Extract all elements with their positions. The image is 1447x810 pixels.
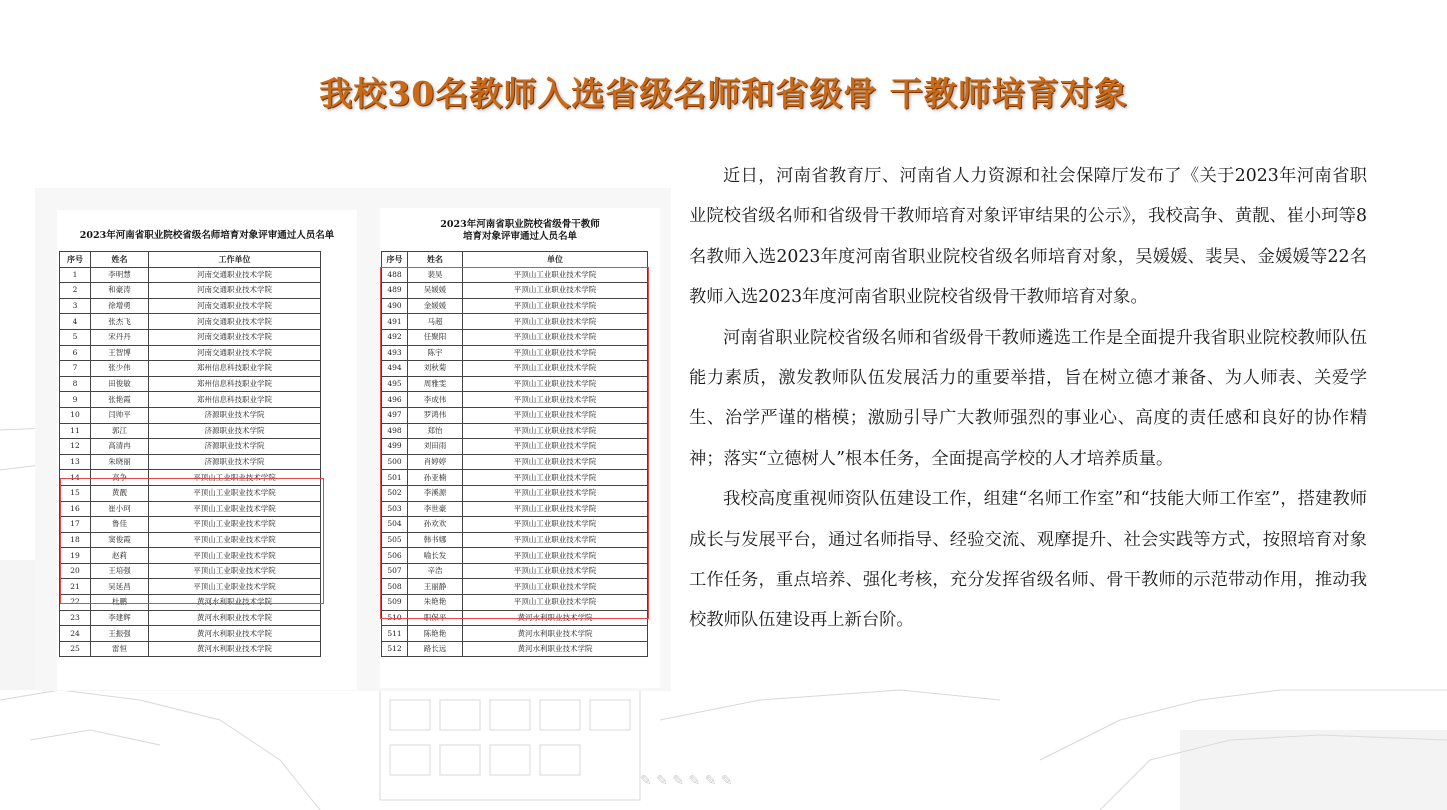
table-row	[60, 439, 321, 455]
unit-cell: 平顶山工业职业技术学院	[149, 563, 321, 579]
row-number-cell: 506	[382, 548, 408, 564]
name-cell: 闫帅平	[91, 407, 149, 423]
article-paragraph: 我校高度重视师资队伍建设工作，组建“名师工作室”和“技能大师工作室”，搭建教师成长与发展平台，通过名师指导、经验交流、观摩提升、社会实践等方式，按照培育对象工作任务，重点培养、强化考核，充分发挥省级名师、骨干教师的示范带动作用，推动我校教师队伍建设再上新台阶。	[689, 489, 1367, 631]
name-cell: 吴延昌	[91, 579, 149, 595]
highlight-box-left	[60, 478, 324, 604]
row-number-cell: 1	[60, 267, 91, 283]
unit-cell: 黄河水利职业技术学院	[149, 626, 321, 642]
unit-cell: 济源职业技术学院	[149, 454, 321, 470]
unit-cell: 平顶山工业职业技术学院	[463, 267, 648, 283]
unit-cell: 平顶山工业职业技术学院	[463, 314, 648, 330]
unit-cell: 平顶山工业职业技术学院	[463, 517, 648, 533]
unit-cell: 平顶山工业职业技术学院	[463, 345, 648, 361]
row-number-cell: 17	[60, 517, 91, 533]
unit-cell: 平顶山工业职业技术学院	[463, 501, 648, 517]
name-cell: 韩书娜	[408, 532, 463, 548]
name-cell: 张艳霞	[91, 392, 149, 408]
unit-cell: 平顶山工业职业技术学院	[463, 407, 648, 423]
name-cell: 王丽静	[408, 579, 463, 595]
column-header: 姓名	[408, 252, 463, 268]
unit-cell: 平顶山工业职业技术学院	[463, 548, 648, 564]
row-number-cell: 502	[382, 485, 408, 501]
table-row	[60, 610, 321, 626]
name-cell: 宋丹丹	[91, 329, 149, 345]
unit-cell: 平顶山工业职业技术学院	[463, 283, 648, 299]
unit-cell: 济源职业技术学院	[149, 439, 321, 455]
table-row	[382, 641, 648, 657]
name-cell: 孙亚楠	[408, 470, 463, 486]
row-number-cell: 495	[382, 376, 408, 392]
row-number-cell: 504	[382, 517, 408, 533]
unit-cell: 河南交通职业技术学院	[149, 298, 321, 314]
right-sheet-title-line1: 2023年河南省职业院校省级骨干教师	[440, 219, 600, 230]
unit-cell: 平顶山工业职业技术学院	[463, 485, 648, 501]
unit-cell: 平顶山工业职业技术学院	[463, 579, 648, 595]
row-number-cell: 18	[60, 532, 91, 548]
name-cell: 马超	[408, 314, 463, 330]
right-sheet-title-line2: 培育对象评审通过人员名单	[462, 231, 577, 242]
name-cell: 王培强	[91, 563, 149, 579]
name-cell: 赵莉	[91, 548, 149, 564]
unit-cell: 平顶山工业职业技术学院	[463, 392, 648, 408]
table-row	[60, 392, 321, 408]
unit-cell: 黄河水利职业技术学院	[463, 626, 648, 642]
row-number-cell: 498	[382, 423, 408, 439]
table-row	[60, 376, 321, 392]
row-number-cell: 3	[60, 298, 91, 314]
unit-cell: 河南交通职业技术学院	[149, 283, 321, 299]
unit-cell: 河南交通职业技术学院	[149, 329, 321, 345]
row-number-cell: 507	[382, 563, 408, 579]
table-row	[60, 267, 321, 283]
name-cell: 喻长发	[408, 548, 463, 564]
unit-cell: 平顶山工业职业技术学院	[149, 501, 321, 517]
name-cell: 李明慧	[91, 267, 149, 283]
unit-cell: 黄河水利职业技术学院	[149, 595, 321, 611]
name-cell: 裴昊	[408, 267, 463, 283]
table-row	[60, 298, 321, 314]
row-number-cell: 24	[60, 626, 91, 642]
row-number-cell: 488	[382, 267, 408, 283]
unit-cell: 河南交通职业技术学院	[149, 345, 321, 361]
unit-cell: 平顶山工业职业技术学院	[149, 532, 321, 548]
table-row	[60, 626, 321, 642]
column-header: 工作单位	[149, 252, 321, 268]
unit-cell: 平顶山工业职业技术学院	[463, 329, 648, 345]
name-cell: 朱晓丽	[91, 454, 149, 470]
article-body	[689, 156, 1367, 641]
row-number-cell: 492	[382, 329, 408, 345]
highlight-box-right	[380, 267, 649, 619]
name-cell: 郑怡	[408, 423, 463, 439]
row-number-cell: 6	[60, 345, 91, 361]
name-cell: 陈宇	[408, 345, 463, 361]
row-number-cell: 21	[60, 579, 91, 595]
name-cell: 孙欢欢	[408, 517, 463, 533]
unit-cell: 黄河水利职业技术学院	[463, 641, 648, 657]
unit-cell: 黄河水利职业技术学院	[149, 641, 321, 657]
unit-cell: 郑州信息科技职业学院	[149, 376, 321, 392]
name-cell: 李溪源	[408, 485, 463, 501]
row-number-cell: 490	[382, 298, 408, 314]
name-cell: 肖婷婷	[408, 454, 463, 470]
row-number-cell: 14	[60, 470, 91, 486]
row-number-cell: 20	[60, 563, 91, 579]
announcement-document-image	[35, 188, 671, 691]
row-number-cell: 512	[382, 641, 408, 657]
row-number-cell: 13	[60, 454, 91, 470]
name-cell: 罗鸿伟	[408, 407, 463, 423]
row-number-cell: 505	[382, 532, 408, 548]
table-row	[60, 283, 321, 299]
name-cell: 高争	[91, 470, 149, 486]
row-number-cell: 511	[382, 626, 408, 642]
table-row	[60, 329, 321, 345]
unit-cell: 平顶山工业职业技术学院	[463, 532, 648, 548]
row-number-cell: 509	[382, 595, 408, 611]
name-cell: 朱艳艳	[408, 595, 463, 611]
row-number-cell: 16	[60, 501, 91, 517]
name-cell: 张少伟	[91, 361, 149, 377]
row-number-cell: 23	[60, 610, 91, 626]
unit-cell: 济源职业技术学院	[149, 423, 321, 439]
unit-cell: 平顶山工业职业技术学院	[149, 485, 321, 501]
column-header: 姓名	[91, 252, 149, 268]
row-number-cell: 9	[60, 392, 91, 408]
name-cell: 李世豪	[408, 501, 463, 517]
table-row	[60, 345, 321, 361]
name-cell: 田俊敏	[91, 376, 149, 392]
name-cell: 吴媛媛	[408, 283, 463, 299]
row-number-cell: 7	[60, 361, 91, 377]
name-cell: 徐增勇	[91, 298, 149, 314]
name-cell: 黄靓	[91, 485, 149, 501]
name-cell: 和豪涛	[91, 283, 149, 299]
unit-cell: 郑州信息科技职业学院	[149, 361, 321, 377]
row-number-cell: 2	[60, 283, 91, 299]
row-number-cell: 496	[382, 392, 408, 408]
table-row	[60, 423, 321, 439]
row-number-cell: 5	[60, 329, 91, 345]
name-cell: 周雅雯	[408, 376, 463, 392]
name-cell: 刘秋菊	[408, 361, 463, 377]
row-number-cell: 491	[382, 314, 408, 330]
column-header: 序号	[382, 252, 408, 268]
unit-cell: 平顶山工业职业技术学院	[463, 470, 648, 486]
left-sheet-title: 2023年河南省职业院校省级名师培育对象评审通过人员名单	[79, 230, 335, 241]
unit-cell: 平顶山工业职业技术学院	[463, 361, 648, 377]
row-number-cell: 497	[382, 407, 408, 423]
unit-cell: 河南交通职业技术学院	[149, 314, 321, 330]
row-number-cell: 501	[382, 470, 408, 486]
name-cell: 刘田雨	[408, 439, 463, 455]
unit-cell: 黄河水利职业技术学院	[463, 610, 648, 626]
unit-cell: 平顶山工业职业技术学院	[463, 298, 648, 314]
name-cell: 路长远	[408, 641, 463, 657]
row-number-cell: 22	[60, 595, 91, 611]
row-number-cell: 12	[60, 439, 91, 455]
name-cell: 窦俊霞	[91, 532, 149, 548]
table-row	[60, 454, 321, 470]
name-cell: 雷恒	[91, 641, 149, 657]
table-header-row	[382, 252, 648, 268]
row-number-cell: 15	[60, 485, 91, 501]
row-number-cell: 510	[382, 610, 408, 626]
unit-cell: 平顶山工业职业技术学院	[463, 423, 648, 439]
name-cell: 陈艳艳	[408, 626, 463, 642]
name-cell: 张杰飞	[91, 314, 149, 330]
name-cell: 李成伟	[408, 392, 463, 408]
table-row	[60, 407, 321, 423]
name-cell: 王智博	[91, 345, 149, 361]
unit-cell: 平顶山工业职业技术学院	[463, 454, 648, 470]
unit-cell: 河南交通职业技术学院	[149, 267, 321, 283]
name-cell: 郭江	[91, 423, 149, 439]
unit-cell: 济源职业技术学院	[149, 407, 321, 423]
row-number-cell: 500	[382, 454, 408, 470]
name-cell: 杜鹏	[91, 595, 149, 611]
name-cell: 崔小珂	[91, 501, 149, 517]
column-header: 单位	[463, 252, 648, 268]
table-row	[382, 626, 648, 642]
row-number-cell: 11	[60, 423, 91, 439]
unit-cell: 平顶山工业职业技术学院	[463, 376, 648, 392]
table-row	[60, 361, 321, 377]
unit-cell: 郑州信息科技职业学院	[149, 392, 321, 408]
table-header-row	[60, 252, 321, 268]
name-cell: 鲁佳	[91, 517, 149, 533]
table-row	[60, 314, 321, 330]
unit-cell: 平顶山工业职业技术学院	[149, 548, 321, 564]
unit-cell: 平顶山工业职业技术学院	[149, 470, 321, 486]
unit-cell: 黄河水利职业技术学院	[149, 610, 321, 626]
name-cell: 高清冉	[91, 439, 149, 455]
unit-cell: 平顶山工业职业技术学院	[149, 579, 321, 595]
row-number-cell: 25	[60, 641, 91, 657]
unit-cell: 平顶山工业职业技术学院	[463, 595, 648, 611]
row-number-cell: 499	[382, 439, 408, 455]
svg-text:✎ ✎ ✎ ✎ ✎ ✎: ✎ ✎ ✎ ✎ ✎ ✎	[640, 773, 733, 789]
column-header: 序号	[60, 252, 91, 268]
row-number-cell: 503	[382, 501, 408, 517]
name-cell: 金媛媛	[408, 298, 463, 314]
table-row	[60, 641, 321, 657]
name-cell: 职保平	[408, 610, 463, 626]
unit-cell: 平顶山工业职业技术学院	[149, 517, 321, 533]
page-title: 我校30名教师入选省级名师和省级骨 干教师培育对象	[319, 74, 1128, 113]
row-number-cell: 8	[60, 376, 91, 392]
unit-cell: 平顶山工业职业技术学院	[463, 563, 648, 579]
name-cell: 李建辉	[91, 610, 149, 626]
row-number-cell: 508	[382, 579, 408, 595]
row-number-cell: 493	[382, 345, 408, 361]
row-number-cell: 10	[60, 407, 91, 423]
name-cell: 任聚阳	[408, 329, 463, 345]
row-number-cell: 4	[60, 314, 91, 330]
name-cell: 辛浩	[408, 563, 463, 579]
row-number-cell: 494	[382, 361, 408, 377]
unit-cell: 平顶山工业职业技术学院	[463, 439, 648, 455]
name-cell: 王振强	[91, 626, 149, 642]
article-paragraph: 河南省职业院校省级名师和省级骨干教师遴选工作是全面提升我省职业院校教师队伍能力素质，激发教师队伍发展活力的重要举措，旨在树立德才兼备、为人师表、关爱学生、治学严谨的楷模；激励引导广大教师强烈的事业心、高度的责任感和良好的协作精神；落实“立德树人”根本任务，全面提高学校的人才培养质量。	[689, 327, 1367, 469]
row-number-cell: 19	[60, 548, 91, 564]
article-paragraph: 近日，河南省教育厅、河南省人力资源和社会保障厅发布了《关于2023年河南省职业院校省级名师和省级骨干教师培育对象评审结果的公示》，我校高争、黄靓、崔小珂等8名教师入选2023年度河南省职业院校省级名师培育对象，吴媛媛、裴昊、金媛媛等22名教师入选2023年度河南省职业院校省级骨干教师培育对象。	[689, 166, 1367, 308]
row-number-cell: 489	[382, 283, 408, 299]
